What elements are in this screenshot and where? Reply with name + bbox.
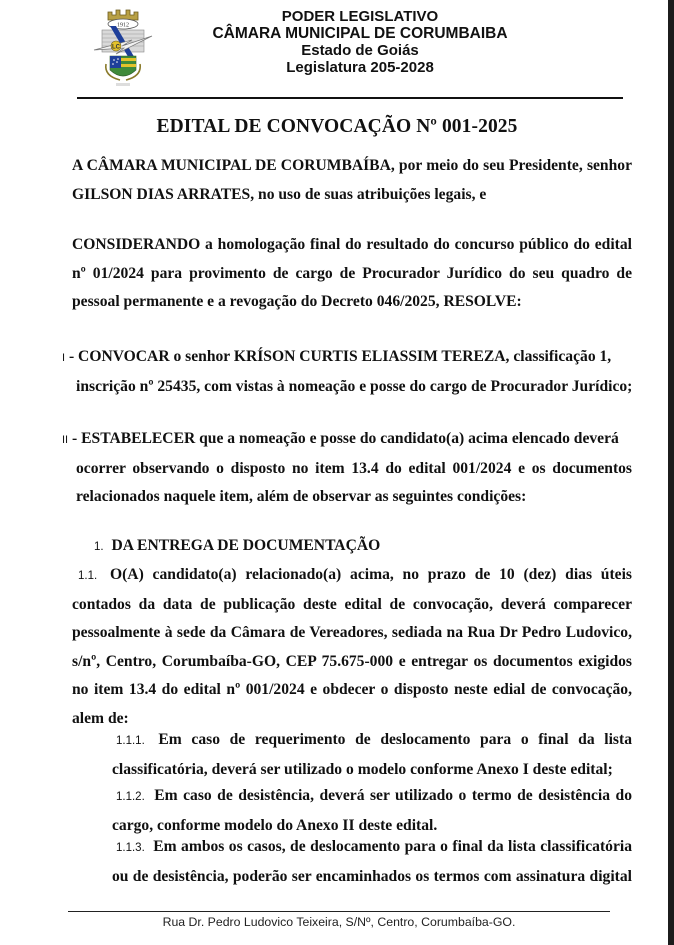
letterhead: [150, 8, 570, 76]
section-1-number: 1.: [94, 541, 104, 553]
item-i-line: [62, 343, 632, 373]
intro-paragraph: [72, 152, 632, 209]
item-1-1-2-line: [112, 782, 632, 812]
svg-text:LC: LC: [112, 44, 120, 51]
item-ii-marker: II: [62, 434, 69, 446]
item-ii-line: [62, 425, 632, 455]
item-ii-estabelecer: [62, 425, 632, 512]
letterhead-institution: CÂMARA MUNICIPAL DE CORUMBAIBA: [212, 25, 508, 42]
section-1-title: DA ENTREGA DE DOCUMENTAÇÃO: [111, 537, 381, 554]
letterhead-state: Estado de Goiás: [301, 42, 419, 59]
item-i-marker: I: [62, 352, 66, 364]
scan-edge-shadow: [668, 0, 674, 945]
item-ii-line: ocorrer observando o disposto no item 13.4 do edital 001/2024 e os documentos: [76, 459, 632, 477]
intro-line: GILSON DIAS ARRATES, no uso de suas atribuições legais, e: [72, 185, 487, 203]
item-1-1-number: 1.1.: [78, 570, 98, 582]
intro-line: A CÂMARA MUNICIPAL DE CORUMBAÍBA, por meio do seu Presidente, senhor: [72, 157, 632, 174]
item-1-1-1-line: classificatória, deverá ser utilizado o modelo conforme Anexo I deste edital;: [112, 760, 613, 778]
item-1-1-text: O(A) candidato(a) relacionado(a) acima, no prazo de 10 (dez) dias úteis: [109, 566, 632, 583]
item-1-1-3-line: [112, 833, 632, 863]
item-ii-line: relacionados naquele item, além de observar as seguintes condições:: [76, 488, 527, 505]
item-1-1-2-text: Em caso de desistência, deverá ser utilizado o termo de desistência do: [154, 787, 632, 804]
svg-text:1912: 1912: [117, 22, 129, 29]
section-1-heading: [94, 532, 634, 562]
item-1-1-3: [112, 833, 632, 891]
item-1-1-2-line: cargo, conforme modelo do Anexo II deste edital.: [112, 816, 438, 834]
footer-address: Rua Dr. Pedro Ludovico Teixeira, S/Nº, Centro, Corumbaíba-GO.: [162, 915, 516, 929]
item-1-1-2: [112, 782, 632, 840]
item-i-text: - CONVOCAR o senhor KRÍSON CURTIS ELIASSIM TEREZA, classificação 1,: [68, 348, 612, 365]
item-1-1-3-text: Em ambos os casos, de deslocamento para o final da lista classificatória: [153, 838, 633, 855]
item-1-1: [72, 561, 632, 733]
item-1-1-line: alem de:: [72, 709, 129, 727]
item-i-convocar: [62, 343, 632, 401]
document-title: EDITAL DE CONVOCAÇÃO Nº 001-2025: [156, 116, 518, 137]
footer-divider: [68, 911, 610, 912]
item-i-line: inscrição nº 25435, com vistas à nomeação e posse do cargo de Procurador Jurídico;: [76, 377, 633, 395]
letterhead-legislature: Legislatura 205-2028: [286, 59, 434, 76]
item-1-1-line: [72, 561, 632, 591]
municipal-coat-of-arms-icon: [92, 6, 154, 90]
header-divider: [77, 97, 623, 99]
item-1-1-3-number: 1.1.3.: [116, 842, 145, 854]
item-1-1-1: [112, 726, 632, 784]
considerando-line: nº 01/2024 para provimento de cargo de Procurador Jurídico do seu quadro de: [72, 264, 632, 282]
letterhead-branch: PODER LEGISLATIVO: [281, 8, 439, 25]
item-1-1-2-number: 1.1.2.: [116, 791, 145, 803]
item-1-1-1-line: [112, 726, 632, 756]
item-ii-text: - ESTABELECER que a nomeação e posse do candidato(a) acima elencado deverá: [72, 430, 619, 447]
item-1-1-line: no item 13.4 do edital nº 001/2024 e obdecer o disposto neste edial de convocação,: [72, 681, 632, 698]
item-1-1-3-line: ou de desistência, poderão ser encaminhados os termos com assinatura digital: [112, 867, 632, 885]
item-1-1-line: contados da data de publicação deste edital de convocação, deverá comparecer: [72, 595, 632, 613]
item-1-1-1-text: Em caso de requerimento de deslocamento para o final da lista: [158, 731, 632, 748]
item-1-1-line: pessoalmente à sede da Câmara de Vereadores, sediada na Rua Dr Pedro Ludovico,: [72, 624, 632, 641]
considerando-line: pessoal permanente e a revogação do Decreto 046/2025, RESOLVE:: [72, 293, 522, 310]
considerando-paragraph: [72, 231, 632, 317]
considerando-line: CONSIDERANDO a homologação final do resultado do concurso público do edital: [72, 236, 632, 253]
section-1-heading-line: [94, 532, 634, 562]
item-1-1-line: s/nº, Centro, Corumbaíba-GO, CEP 75.675-000 e entregar os documentos exigidos: [72, 652, 632, 670]
item-1-1-1-number: 1.1.1.: [116, 735, 145, 747]
